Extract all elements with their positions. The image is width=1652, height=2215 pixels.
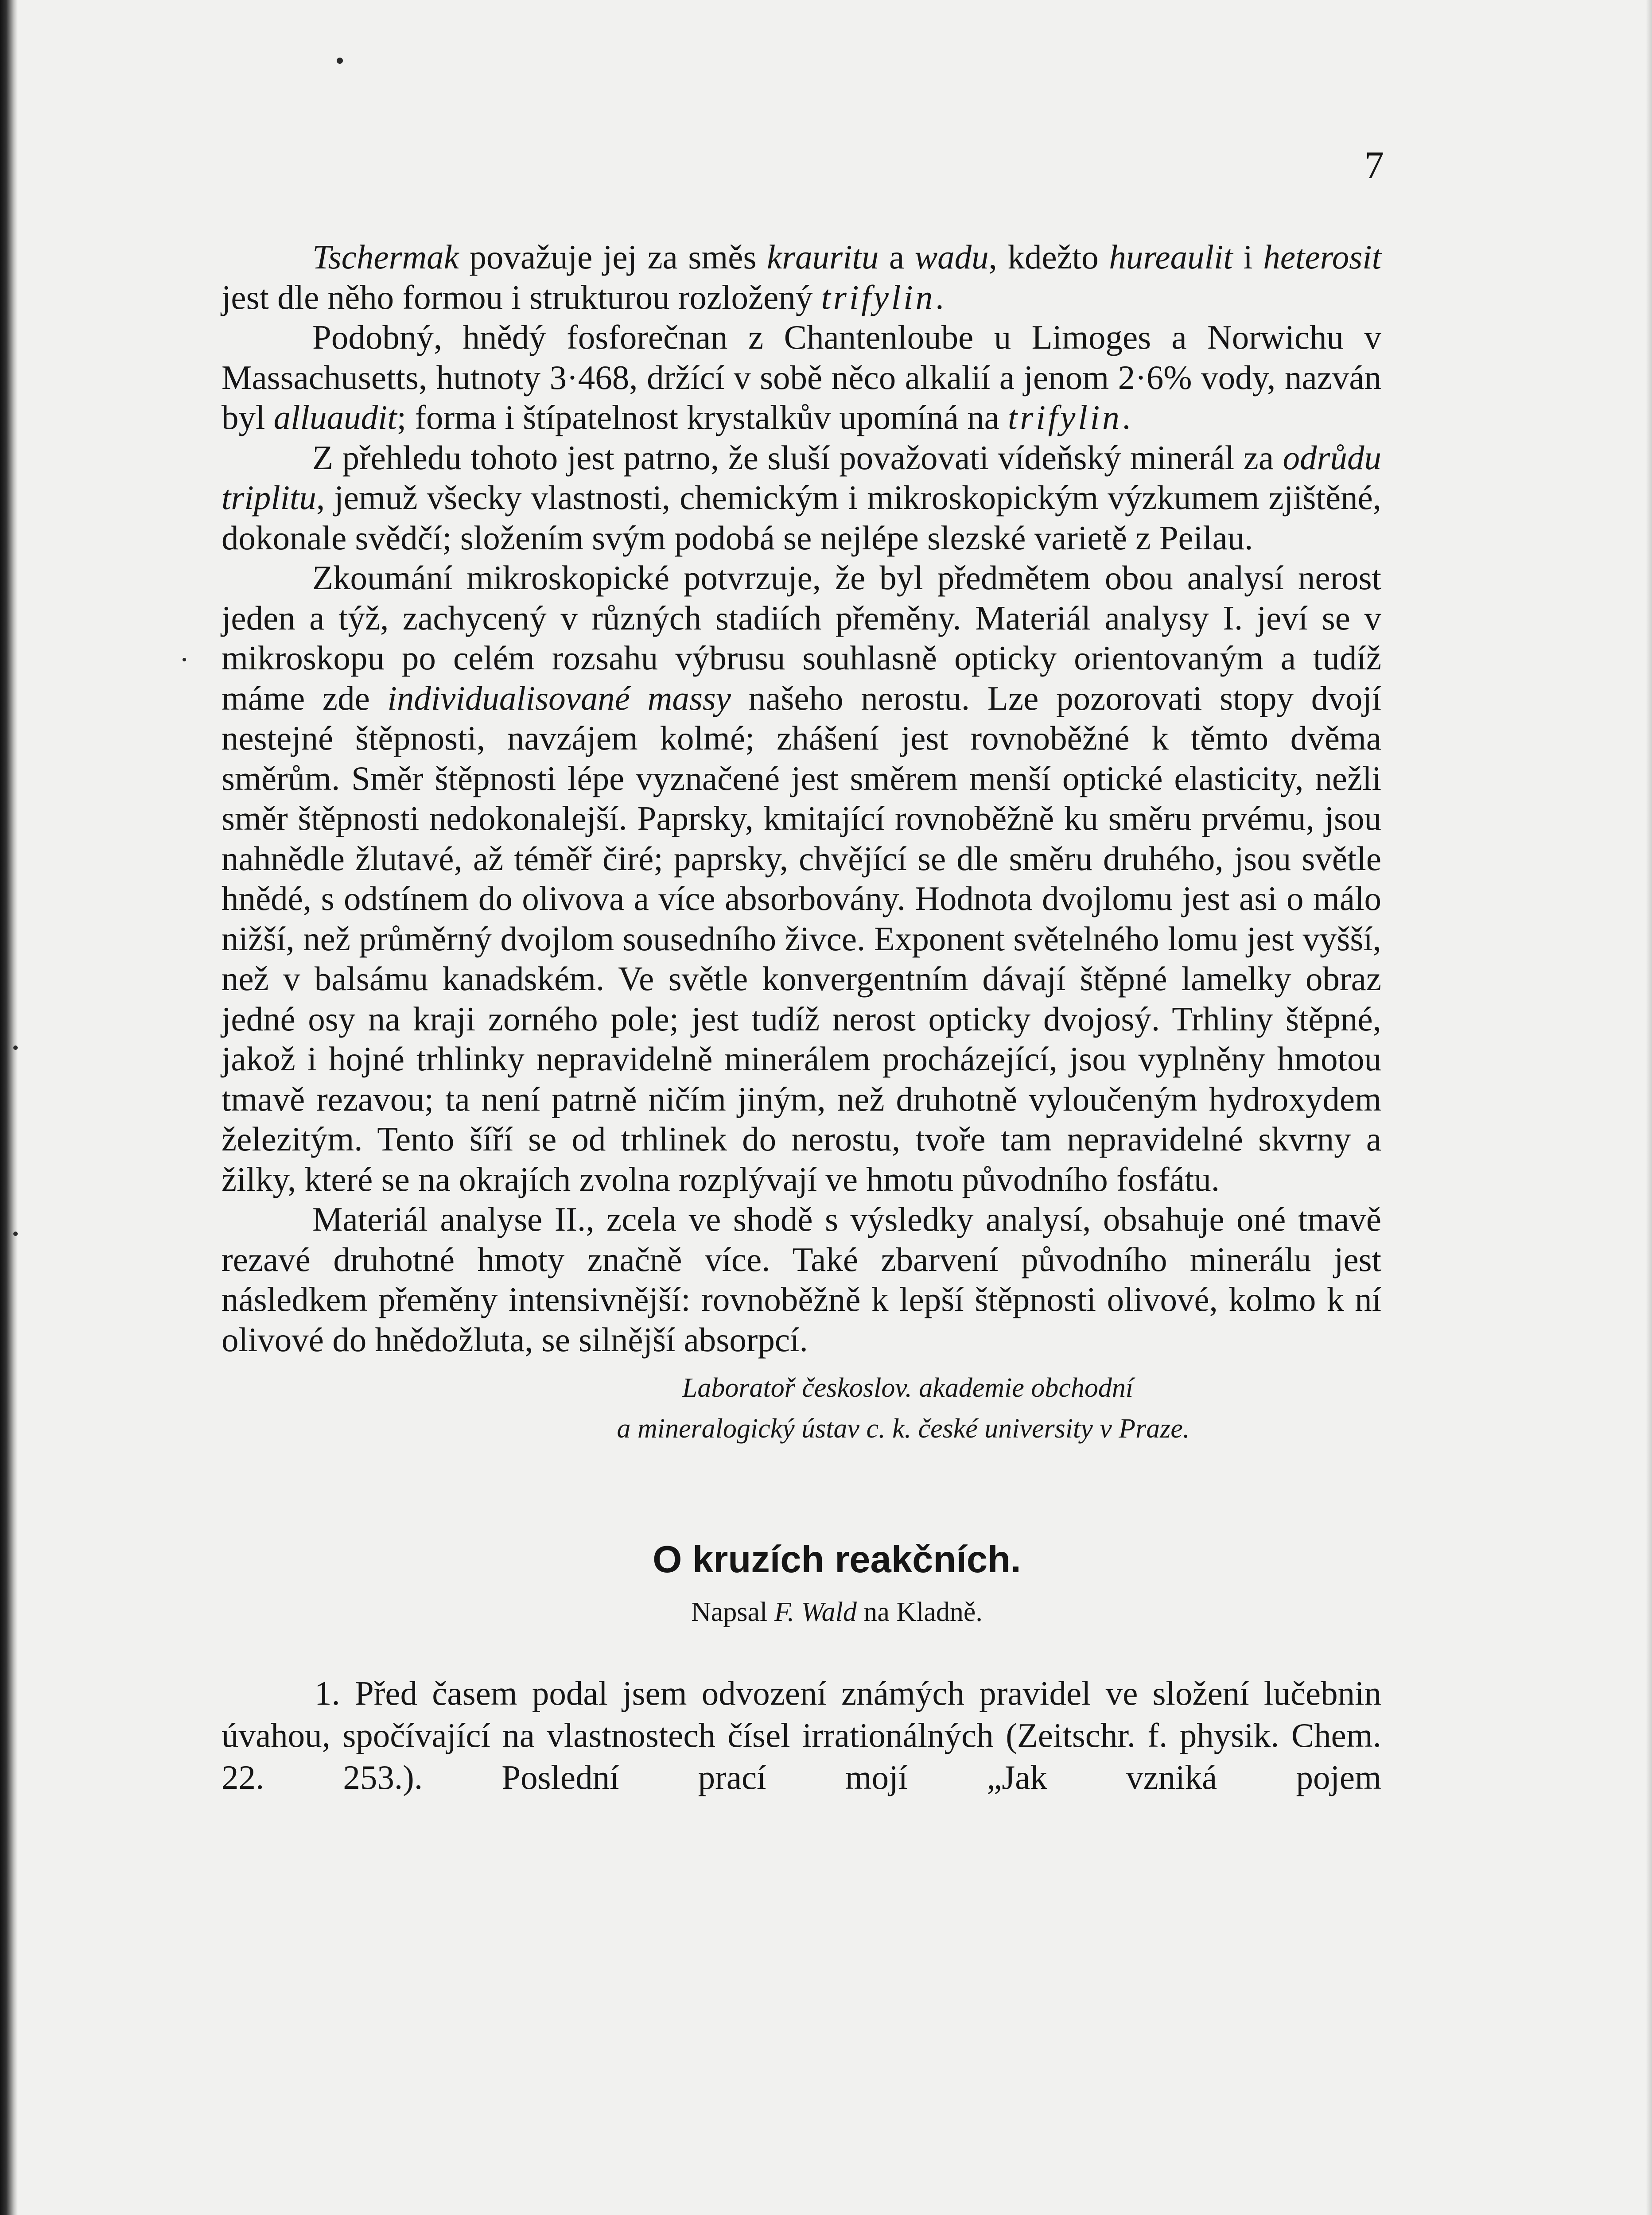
article-body xyxy=(222,237,1381,1799)
page-number: 7 xyxy=(1364,144,1384,187)
scan-right-edge xyxy=(1646,0,1652,2215)
affiliation-line-1: Laboratoř českoslov. akademie obchodní xyxy=(682,1373,1134,1403)
byline-prefix: Napsal xyxy=(691,1597,774,1627)
text-run: , jemuž všecky vlastnosti, chemickým i mikroskopickým výzkumem zjištěné, dokonale svědčí; složením svým podobá se nejlépe slezské varietě z Peilau. xyxy=(222,478,1381,557)
text-run: a xyxy=(878,238,915,276)
text-run: Z přehledu tohoto jest patrno, že sluší považovati vídeňský minerál za xyxy=(312,438,1283,477)
paragraph xyxy=(222,317,1381,438)
italic-term: trifylin xyxy=(1008,398,1122,436)
paragraph xyxy=(222,1199,1381,1360)
italic-term: wadu xyxy=(914,238,989,276)
affiliation xyxy=(222,1368,1381,1449)
affiliation-line-2: a mineralogický ústav c. k. české university v Praze. xyxy=(617,1414,1190,1444)
text-run: Podobný, hnědý fosforečnan z Chantenloube u Limoges a Norwichu v Massachusetts, hutnoty 3·468, držící v sobě něco alkalií a jenom 2·6% vody, nazván byl xyxy=(222,318,1381,436)
paragraph xyxy=(222,237,1381,317)
paragraph: 1. Před časem podal jsem odvození známých pravidel ve složení lučebnin úvahou, spočívající na vlastnostech čísel irrationálných (Zeitschr. f. physik. Chem. 22. 253.). Poslední prací mojí „Jak vzniká pojem xyxy=(222,1674,1381,1796)
italic-term: krauritu xyxy=(767,238,879,276)
italic-term: heterosit xyxy=(1263,238,1381,276)
byline xyxy=(222,1594,1381,1630)
text-run: jest dle něho formou i strukturou rozložený xyxy=(222,278,821,316)
byline-author: F. Wald xyxy=(774,1597,857,1627)
text-run: Materiál analyse II., zcela ve shodě s výsledky analysí, obsahuje oné tmavě rezavé druhotné hmoty značně více. Také zbarvení původního minerálu jest následkem přeměny intensivnější: rovnoběžně k lepší štěpnosti olivové, kolmo k ní olivové do hnědožluta, se silnější absorpcí. xyxy=(222,1200,1381,1359)
italic-term: hureaulit xyxy=(1109,238,1233,276)
italic-term: trifylin xyxy=(821,278,936,316)
italic-term: odrůdu triplitu xyxy=(222,438,1381,517)
scan-binding-edge xyxy=(0,0,18,2215)
text-run: našeho nerostu. Lze pozorovati stopy dvojí nestejné štěpnosti, navzájem kolmé; zhášení jest rovnoběžné k těmto dvěma směrům. Směr štěpnosti lépe vyznačené jest směrem menší optické elasticity, nežli směr štěpnosti nedokonalejší. Paprsky, kmitající rovnoběžně ku směru prvému, jsou nahnědle žlutavé, až téměř čiré; paprsky, chvějící se dle směru druhého, jsou světle hnědé, s odstínem do olivova a více absorbovány. Hodnota dvojlomu jest asi o málo nižší, než průměrný dvojlom sousedního živce. Exponent světelného lomu jest vyšší, než v balsámu kanadském. Ve světle konvergentním dávají štěpné lamelky obraz jedné osy na kraji zorného pole; jest tudíž nerost opticky dvojosý. Trhliny štěpné, jakož i hojné trhlinky nepravidelně minerálem procházející, jsou vyplněny hmotou tmavě rezavou; ta není patrně ničím jiným, než druhotně vyloučeným hydroxydem železitým. Tento šíří se od trhlinek do nerostu, tvoře tam nepravidelné skvrny a žilky, které se na okrajích zvolna rozplývají ve hmotu původního fosfátu. xyxy=(222,679,1381,1198)
italic-term: alluaudit xyxy=(273,398,397,436)
text-run: , kdežto xyxy=(988,238,1109,276)
italic-term: individualisované massy xyxy=(387,679,731,717)
text-run: Zkoumání mikroskopické potvrzuje, že byl předmětem obou analysí nerost jeden a týž, zachycený v různých stadiích přeměny. Materiál analysy I. jeví se v mikroskopu po celém rozsahu výbrusu souhlasně opticky orientovaným a tudíž máme zde xyxy=(222,559,1381,717)
italic-term: Tschermak xyxy=(312,238,459,276)
text-run: . xyxy=(935,278,944,316)
text-run: . xyxy=(1122,398,1131,436)
paragraph xyxy=(222,558,1381,1199)
paragraph xyxy=(222,438,1381,558)
text-run: ; forma i štípatelnost krystalkův upomíná na xyxy=(396,398,1008,436)
continuation-text xyxy=(222,237,1381,1360)
text-run: i xyxy=(1232,238,1263,276)
section-title: O kruzích reakčních. xyxy=(653,1539,1021,1581)
text-run: považuje jej za směs xyxy=(459,238,767,276)
second-article-body xyxy=(222,1672,1381,1799)
byline-suffix: na Kladně. xyxy=(856,1597,983,1627)
